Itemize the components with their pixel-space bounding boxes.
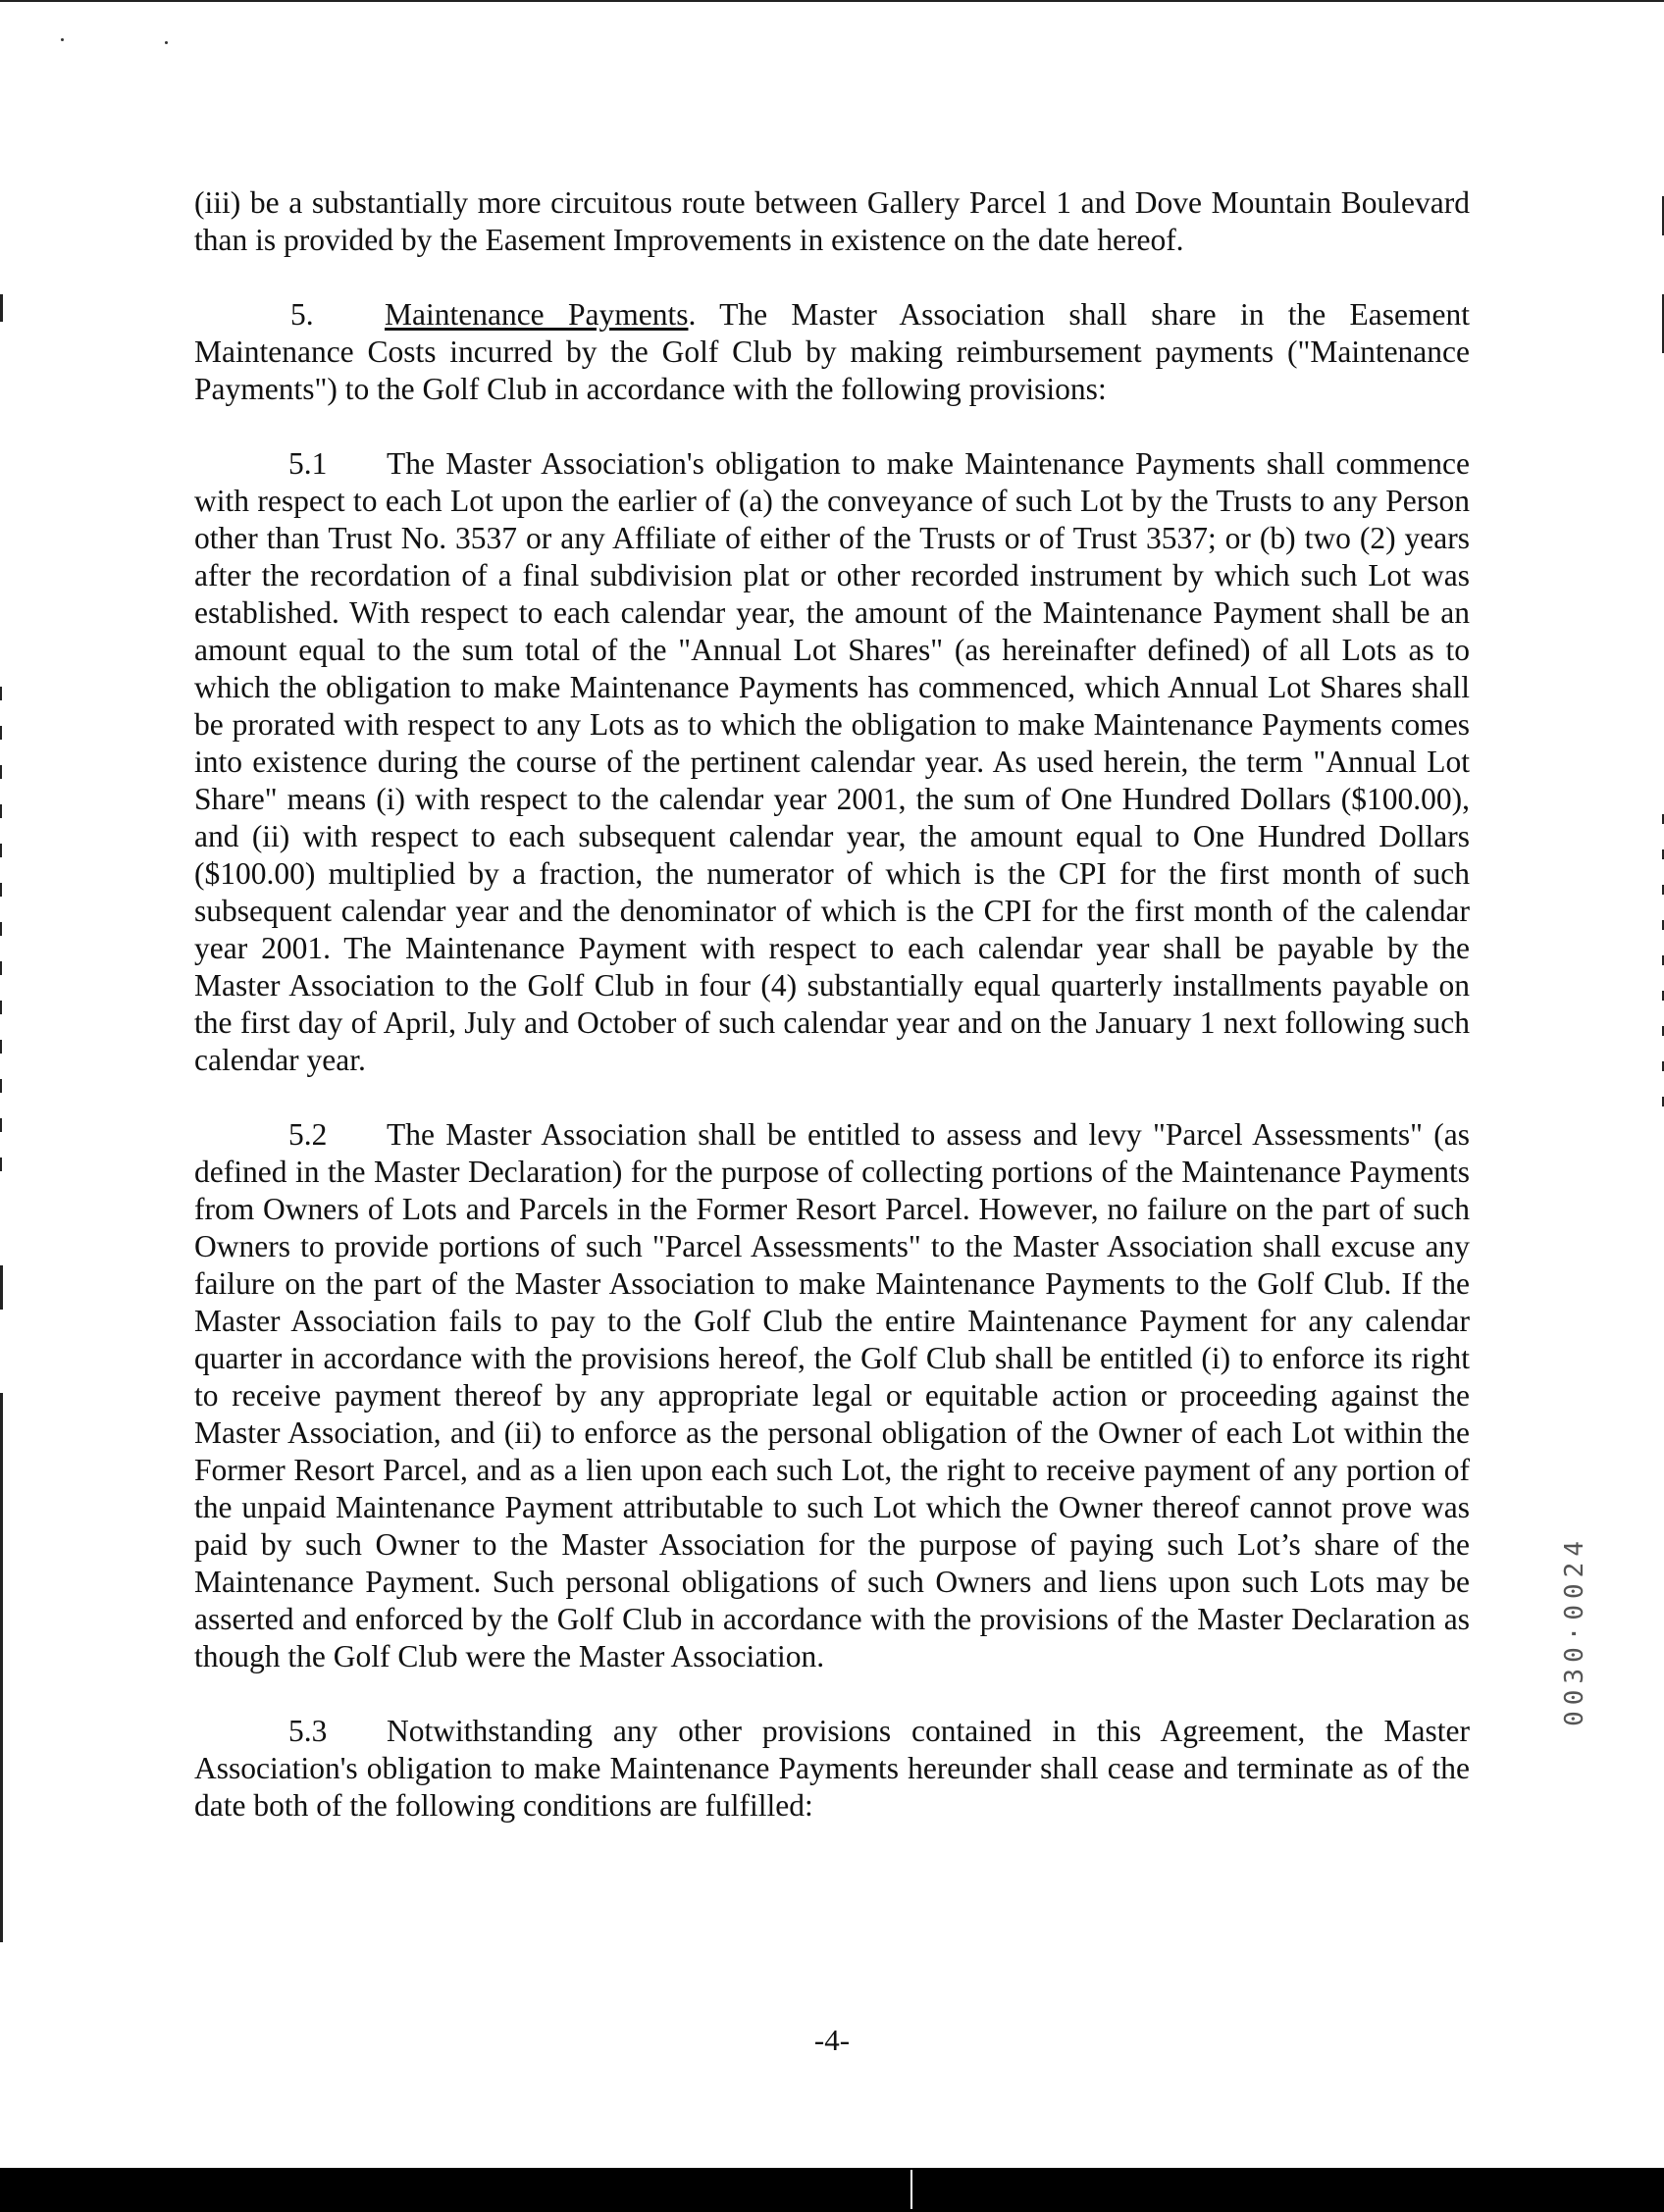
section-5-2-number: 5.2 [288, 1117, 328, 1152]
section-5-number: 5. [290, 297, 314, 332]
bottom-scan-mark [910, 2170, 912, 2209]
margin-stamp: 0030·0024 [1560, 1535, 1589, 1726]
section-5-2-paragraph [194, 1116, 1470, 1675]
carryover-paragraph: (iii) be a substantially more circuitous route between Gallery Parcel 1 and Dove Mountain Boulevard than is provided by the Easement Improvements in existence on the date hereof. [194, 185, 1470, 257]
left-scan-mark [0, 294, 3, 322]
section-5-3-paragraph [194, 1713, 1470, 1825]
section-5-paragraph [194, 296, 1470, 408]
left-scan-mark [0, 1265, 3, 1310]
bottom-scan-bar [0, 2168, 1664, 2212]
scan-speck [61, 38, 64, 41]
left-scan-mark [0, 1393, 3, 1942]
section-5-1-number: 5.1 [288, 446, 328, 481]
section-5-1-paragraph [194, 445, 1470, 1079]
section-5-1-text: The Master Association's obligation to make Maintenance Payments shall commence with respect to each Lot upon the earlier of (a) the conveyance of such Lot by the Trusts to any Person other than Trust No. 3537 or any Affiliate of either of the Trusts or of Trust 3537; or (b) two (2) years after the recordation of a final subdivision plat or other recorded instrument by which such Lot was established. With respect to each calendar year, the amount of the Maintenance Payment shall be an amount equal to the sum total of the "Annual Lot Shares" (as hereinafter defined) of all Lots as to which the obligation to make Maintenance Payments has commenced, which Annual Lot Shares shall be prorated with respect to any Lots as to which the obligation to make Maintenance Payments comes into existence during the course of the pertinent calendar year. As used herein, the term "Annual Lot Share" means (i) with respect to the calendar year 2001, the sum of One Hundred Dollars ($100.00), and (ii) with respect to each subsequent calendar year, the amount equal to One Hundred Dollars ($100.00) multiplied by a fraction, the numerator of which is the CPI for the first month of such subsequent calendar year and the denominator of which is the CPI for the first month of the calendar year 2001. The Maintenance Payment with respect to each calendar year shall be payable by the Master Association to the Golf Club in four (4) substantially equal quarterly installments payable on the first day of April, July and October of such calendar year and on the January 1 next following such calendar year. [194, 446, 1470, 1077]
section-5-3-text: Notwithstanding any other provisions contained in this Agreement, the Master Association's obligation to make Maintenance Payments hereunder shall cease and terminate as of the date both of the following conditions are fulfilled: [194, 1714, 1470, 1823]
scan-speck [165, 41, 168, 44]
left-scan-mark [0, 687, 2, 1197]
document-body [194, 184, 1470, 1862]
section-5-heading: Maintenance Payments [385, 297, 689, 332]
top-scan-edge [0, 0, 1664, 2]
section-5-3-number: 5.3 [288, 1714, 328, 1748]
section-5-2-text: The Master Association shall be entitled to assess and levy "Parcel Assessments" (as defined in the Master Declaration) for the purpose of collecting portions of the Maintenance Payments from Owners of Lots and Parcels in the Former Resort Parcel. However, no failure on the part of such Owners to provide portions of such "Parcel Assessments" to the Master Association shall excuse any failure on the part of the Master Association to make Maintenance Payments to the Golf Club. If the Master Association fails to pay to the Golf Club the entire Maintenance Payment for any calendar quarter in accordance with the provisions hereof, the Golf Club shall be entitled (i) to enforce its right to receive payment thereof by any appropriate legal or equitable action or proceeding against the Master Association, and (ii) to enforce as the personal obligation of the Owner of each Lot within the Former Resort Parcel, and as a lien upon each such Lot, the right to receive payment of any portion of the unpaid Maintenance Payment attributable to such Lot which the Owner thereof cannot prove was paid by such Owner to the Master Association for the purpose of paying such Lot’s share of the Maintenance Payment. Such personal obligations of such Owners and liens upon such Lots may be asserted and enforced by the Golf Club in accordance with the provisions of the Master Declaration as though the Golf Club were the Master Association. [194, 1117, 1470, 1673]
section-5-text: . The Master Association shall share in the Easement Maintenance Costs incurred by the Golf Club by making reimbursement payments ("Maintenance Payments") to the Golf Club in accordance with the following provisions: [194, 297, 1470, 406]
page-number: -4- [813, 2023, 851, 2057]
